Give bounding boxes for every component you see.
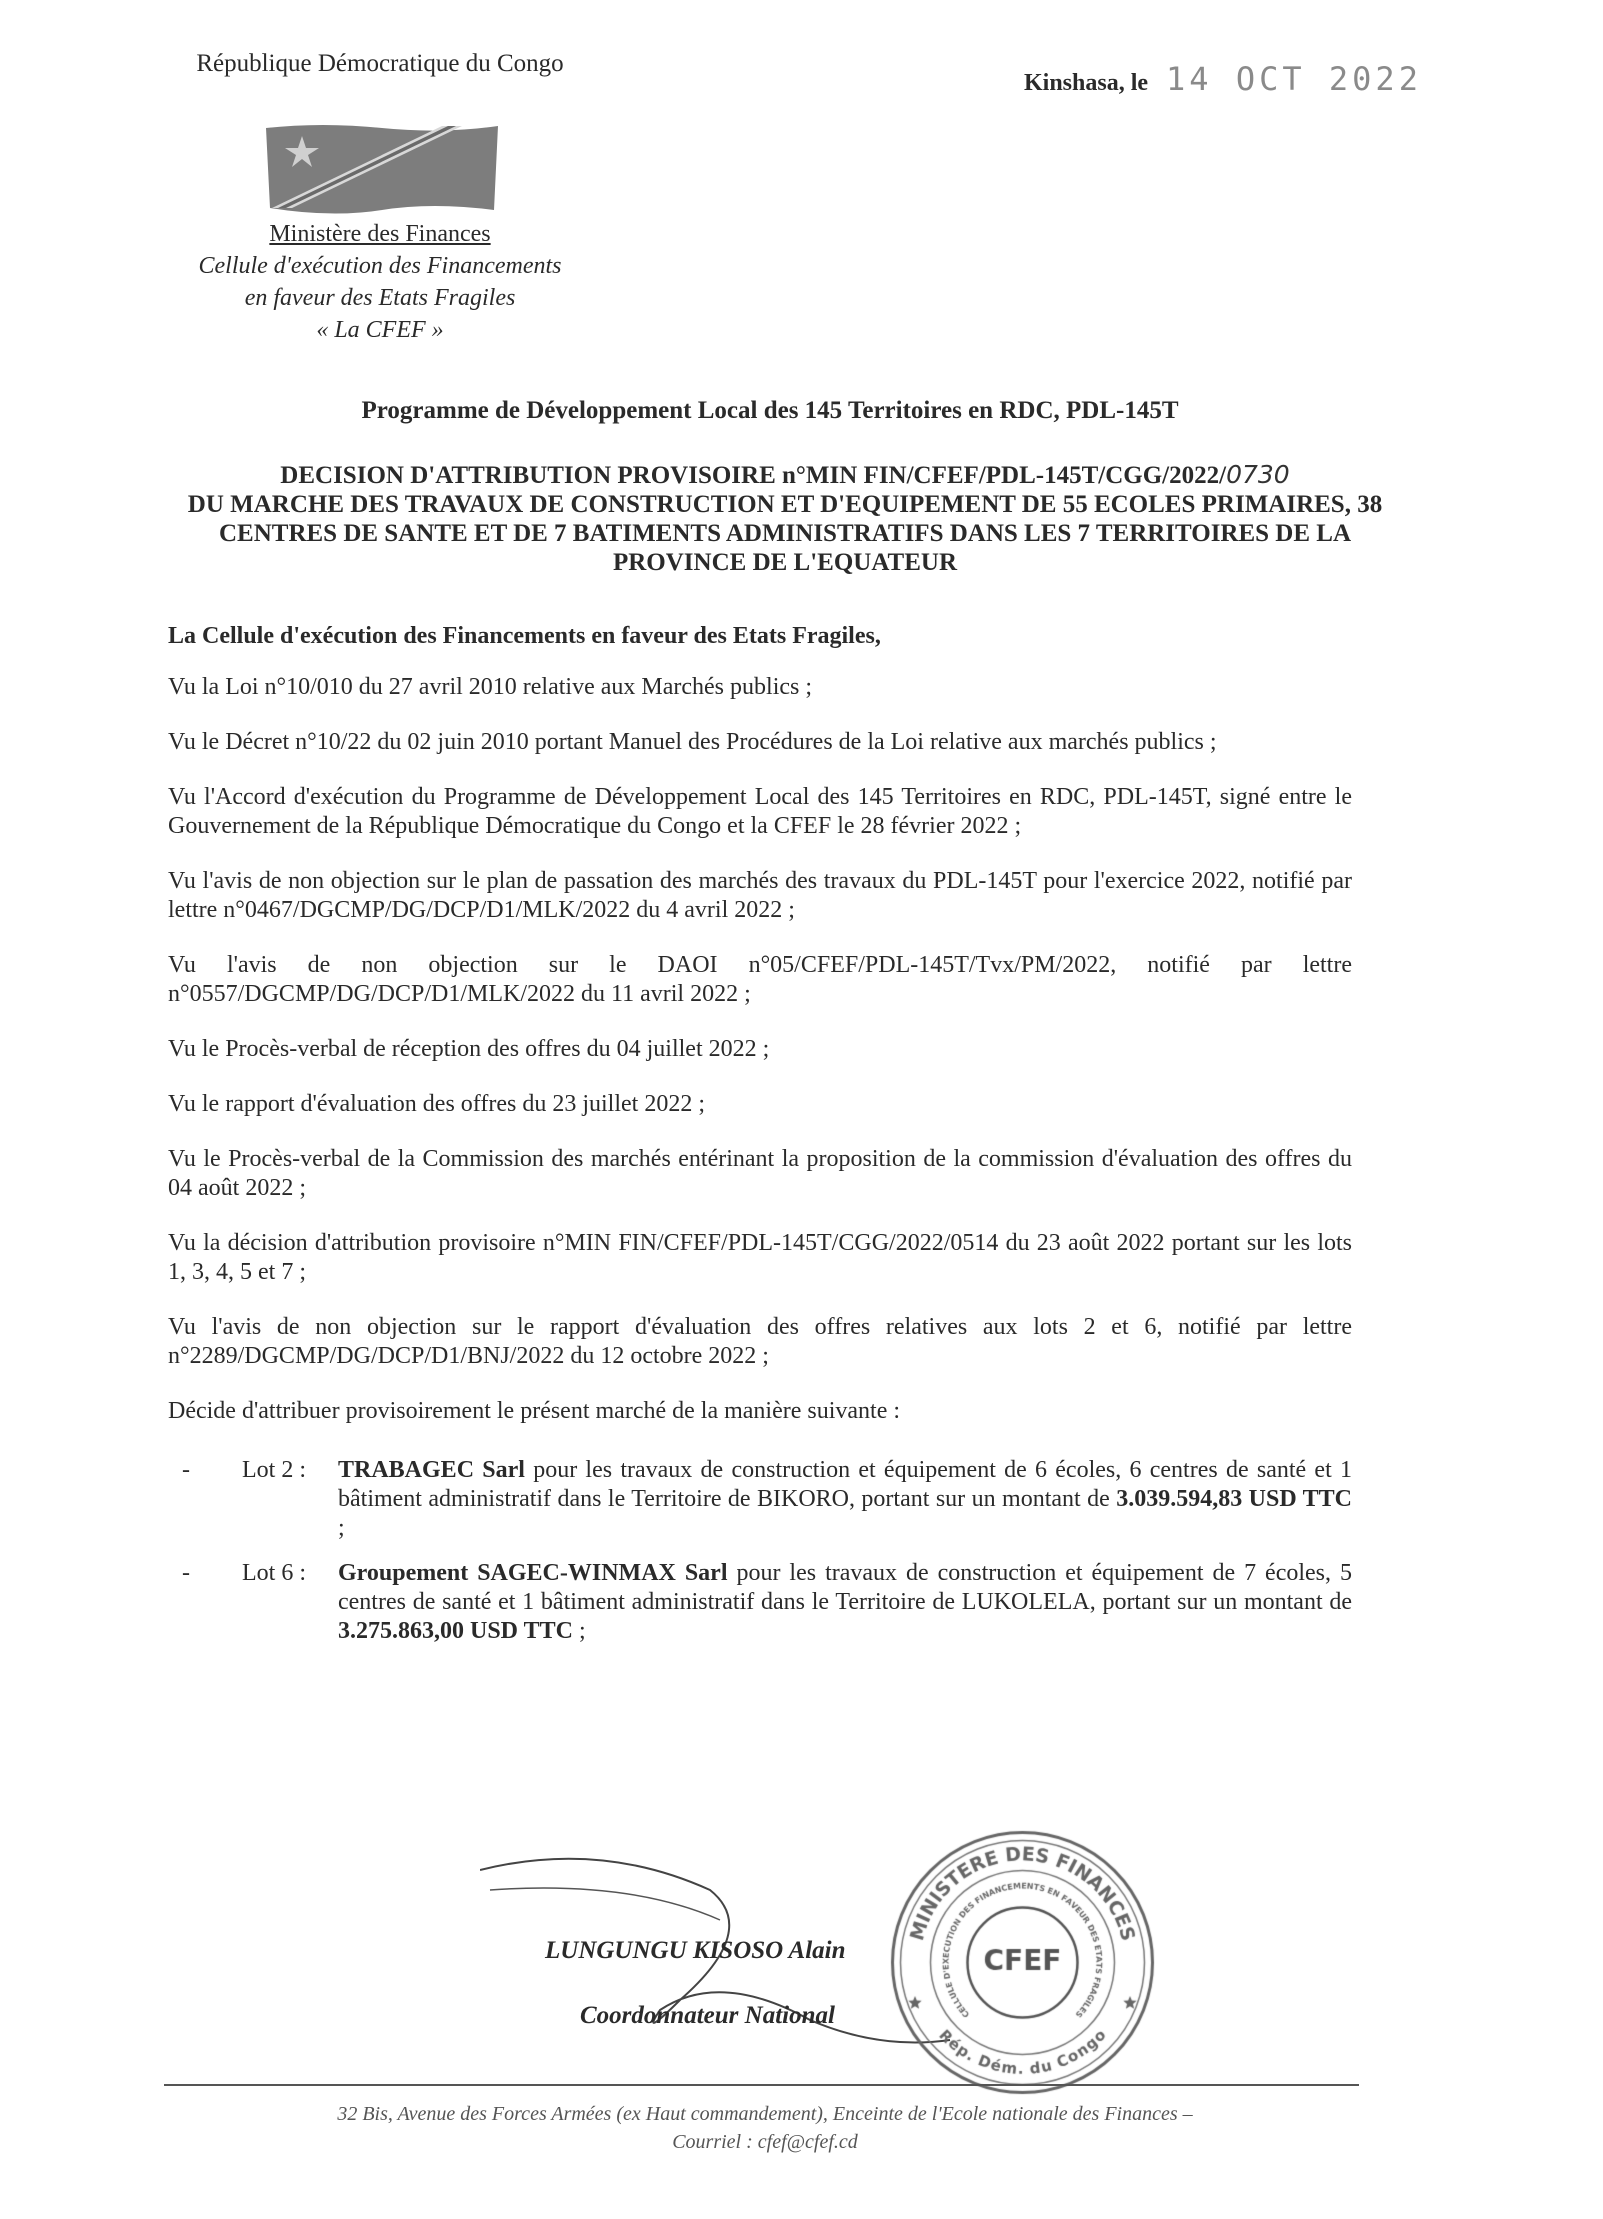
consideration: Vu le Procès-verbal de réception des offres du 04 juillet 2022 ; [168, 1036, 770, 1062]
consideration: Vu le rapport d'évaluation des offres du 23 juillet 2022 ; [168, 1091, 705, 1117]
footer-address: 32 Bis, Avenue des Forces Armées (ex Haut commandement), Enceinte de l'Ecole nationale des Finances – [337, 2103, 1193, 2125]
decision-number-handwritten: 0730 [1226, 460, 1290, 489]
consideration: Vu le Procès-verbal de la Commission des marchés entérinant la proposition de la commission d'évaluation des offres du 04 août 2022 ; [168, 1146, 1352, 1201]
lot-description: pour les travaux de construction et équipement de 6 écoles, 6 centres de santé et 1 bâtiment administratif dans le Territoire de BIKORO, portant sur un montant de [338, 1457, 1352, 1512]
cell-name-line2: en faveur des Etats Fragiles [244, 285, 516, 311]
consideration: Vu l'avis de non objection sur le DAOI n°05/CFEF/PDL-145T/Tvx/PM/2022, notifié par lettre n°0557/DGCMP/DG/DCP/D1/MLK/2022 du 11 avril 2022 ; [168, 952, 1352, 1007]
consideration: Vu la Loi n°10/010 du 27 avril 2010 relative aux Marchés publics ; [168, 674, 813, 700]
lot-text [338, 1559, 1352, 1646]
consideration: Vu la décision d'attribution provisoire n°MIN FIN/CFEF/PDL-145T/CGG/2022/0514 du 23 août 2022 portant sur les lots 1, 3, 4, 5 et 7 ; [168, 1230, 1352, 1285]
programme-title: Programme de Développement Local des 145 Territoires en RDC, PDL-145T [361, 397, 1179, 424]
lot-amount: 3.039.594,83 USD TTC [1116, 1486, 1352, 1512]
decision-subject: DU MARCHE DES TRAVAUX DE CONSTRUCTION ET D'EQUIPEMENT DE 55 ECOLES PRIMAIRES, 38 CENTRES DE SANTE ET DE 7 BATIMENTS ADMINISTRATIFS DANS LES 7 TERRITOIRES DE LA PROVINCE DE L'EQUATEUR [187, 491, 1383, 576]
date-line [1024, 60, 1422, 98]
footer-email: Courriel : cfef@cfef.cd [672, 2131, 858, 2153]
lot-label: Lot 2 : [242, 1457, 306, 1483]
consideration: Vu le Décret n°10/22 du 02 juin 2010 portant Manuel des Procédures de la Loi relative aux marchés publics ; [168, 729, 1217, 755]
lot-item [168, 1456, 1352, 1543]
ministry-block [150, 218, 610, 346]
footer-divider [164, 2084, 1359, 2086]
signatory-name: LUNGUNGU KISOSO Alain [545, 1937, 846, 1964]
document-body [168, 622, 1352, 1662]
consideration: Vu l'avis de non objection sur le rapport d'évaluation des offres relatives aux lots 2 et 6, notifié par lettre n°2289/DGCMP/DG/DCP/D1/BNJ/2022 du 12 octobre 2022 ; [168, 1314, 1352, 1369]
lot-text [338, 1456, 1352, 1543]
lot-description: pour les travaux de construction et équipement de 7 écoles, 5 centres de santé et 1 bâtiment administratif dans le Territoire de LUKOLELA, portant sur un montant de [338, 1560, 1352, 1615]
lot-bullet: - [182, 1457, 190, 1483]
lot-end: ; [338, 1515, 345, 1541]
ministry-name: Ministère des Finances [269, 221, 491, 247]
cell-short-name: « La CFEF » [316, 317, 444, 343]
consideration: Vu l'avis de non objection sur le plan de passation des marchés des travaux du PDL-145T pour l'exercice 2022, notifié par lettre n°0467/DGCMP/DG/DCP/D1/MLK/2022 du 4 avril 2022 ; [168, 868, 1352, 923]
drc-flag-logo [262, 122, 502, 214]
lot-item [168, 1559, 1352, 1646]
country-name: République Démocratique du Congo [196, 50, 564, 77]
lot-bullet: - [182, 1560, 190, 1586]
decision-ref: DECISION D'ATTRIBUTION PROVISOIRE n°MIN FIN/CFEF/PDL-145T/CGG/2022/ [280, 462, 1227, 489]
consideration: Vu l'Accord d'exécution du Programme de Développement Local des 145 Territoires en RDC, PDL-145T, signé entre le Gouvernement de la République Démocratique du Congo et la CFEF le 28 février 2022 ; [168, 784, 1352, 839]
place-label: Kinshasa, le [1024, 70, 1149, 96]
cell-name-line1: Cellule d'exécution des Financements [198, 253, 562, 279]
lot-amount: 3.275.863,00 USD TTC [338, 1618, 573, 1644]
official-seal-stamp [885, 1825, 1160, 2100]
signatory-title: Coordonnateur National [580, 2002, 835, 2029]
body-lead: La Cellule d'exécution des Financements en faveur des Etats Fragiles, [168, 623, 881, 649]
footer [240, 2100, 1290, 2156]
lot-company: Groupement SAGEC-WINMAX Sarl [338, 1560, 728, 1586]
lot-end: ; [572, 1618, 586, 1644]
lot-company: TRABAGEC Sarl [338, 1457, 525, 1483]
lot-label: Lot 6 : [242, 1560, 306, 1586]
date-stamp: 14 OCT 2022 [1166, 60, 1422, 98]
decision-title [170, 460, 1400, 577]
decision-statement: Décide d'attribuer provisoirement le présent marché de la manière suivante : [168, 1398, 901, 1424]
